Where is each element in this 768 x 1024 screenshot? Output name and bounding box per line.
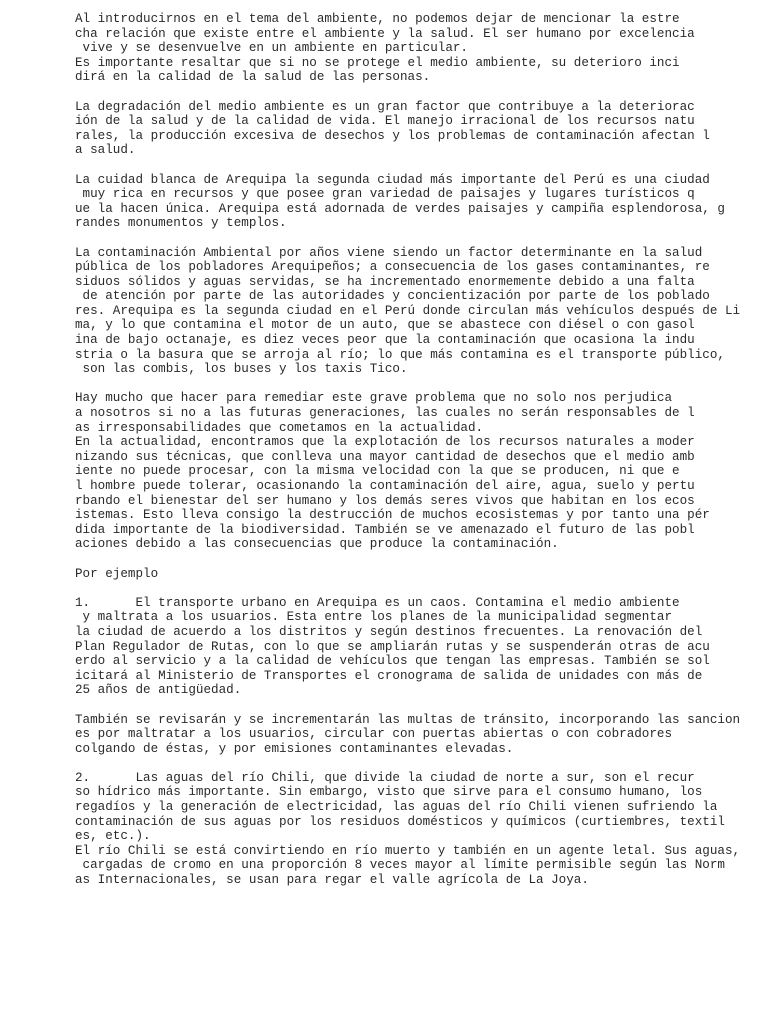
text-line: ma, y lo que contamina el motor de un auto, que se abastece con diésel o con gasol	[75, 318, 695, 333]
text-line: ina de bajo octanaje, es diez veces peor que la contaminación que ocasiona la indu	[75, 333, 695, 348]
text-line: a nosotros si no a las futuras generaciones, las cuales no serán responsables de l	[75, 406, 695, 421]
text-line: stria o la basura que se arroja al río; lo que más contamina es el transporte público,	[75, 347, 725, 362]
paragraph	[75, 771, 755, 844]
document-page	[75, 12, 755, 902]
text-line: res. Arequipa es la segunda ciudad en el Perú donde circulan más vehículos después de Li	[75, 303, 741, 318]
paragraph	[75, 56, 755, 85]
text-line: vive y se desenvuelve en un ambiente en particular.	[75, 41, 468, 56]
text-line: icitará al Ministerio de Transportes el cronograma de salida de unidades con más de	[75, 668, 703, 683]
text-line: Al introducirnos en el tema del ambiente, no podemos dejar de mencionar la estre	[75, 12, 680, 26]
text-line: pública de los pobladores Arequipeños; a consecuencia de los gases contaminantes, re	[75, 260, 710, 275]
text-line: siduos sólidos y aguas servidas, se ha incrementado enormemente debido a una falta	[75, 274, 695, 289]
text-line: l hombre puede tolerar, ocasionando la contaminación del aire, agua, suelo y pertu	[75, 479, 695, 493]
paragraph	[75, 100, 755, 158]
text-line: La degradación del medio ambiente es un gran factor que contribuye a la deteriorac	[75, 99, 695, 114]
text-line: son las combis, los buses y los taxis Tico.	[75, 362, 408, 377]
text-line: es por maltratar a los usuarios, circular con puertas abiertas o con cobradores	[75, 727, 673, 742]
text-line: randes monumentos y templos.	[75, 216, 287, 231]
text-line: Es importante resaltar que si no se protege el medio ambiente, su deterioro inci	[75, 55, 680, 70]
paragraph	[75, 435, 755, 552]
text-line: Plan Regulador de Rutas, con lo que se ampliarán rutas y se suspenderán otras de acu	[75, 639, 710, 654]
text-line: as irresponsabilidades que cometamos en la actualidad.	[75, 420, 484, 435]
text-line: nizando sus técnicas, que conlleva una mayor cantidad de desechos que el medio amb	[75, 449, 695, 464]
text-line: de atención por parte de las autoridades y concientización por parte de los poblado	[75, 289, 710, 304]
paragraph	[75, 567, 755, 582]
text-line: contaminación de sus aguas por los residuos domésticos y químicos (curtiembres, textil	[75, 814, 725, 829]
text-line: rales, la producción excesiva de desechos y los problemas de contaminación afectan l	[75, 128, 710, 143]
paragraph	[75, 844, 755, 888]
paragraph	[75, 596, 755, 698]
text-line: colgando de éstas, y por emisiones contaminantes elevadas.	[75, 741, 514, 756]
text-line: La contaminación Ambiental por años viene siendo un factor determinante en la salud	[75, 245, 703, 260]
text-line: El río Chili se está convirtiendo en río muerto y también en un agente letal. Sus aguas,	[75, 843, 741, 858]
text-line: rbando el bienestar del ser humano y los demás seres vivos que habitan en los ecos	[75, 493, 695, 508]
text-line: ue la hacen única. Arequipa está adornada de verdes paisajes y campiña esplendorosa, g	[75, 201, 725, 216]
text-line: la ciudad de acuerdo a los distritos y según destinos frecuentes. La renovación del	[75, 624, 703, 639]
text-line: as Internacionales, se usan para regar el valle agrícola de La Joya.	[75, 873, 589, 888]
text-line: regadíos y la generación de electricidad, las aguas del río Chili vienen sufriendo la	[75, 800, 718, 815]
text-line: es, etc.).	[75, 829, 151, 844]
text-line: 1. El transporte urbano en Arequipa es un caos. Contamina el medio ambiente	[75, 595, 680, 610]
text-line: istemas. Esto lleva consigo la destrucción de muchos ecosistemas y por tanto una pér	[75, 508, 710, 523]
text-line: cha relación que existe entre el ambiente y la salud. El ser humano por excelencia	[75, 26, 695, 41]
paragraph	[75, 246, 755, 377]
text-line: La cuidad blanca de Arequipa la segunda ciudad más importante del Perú es una ciudad	[75, 172, 710, 187]
text-line: so hídrico más importante. Sin embargo, visto que sirve para el consumo humano, los	[75, 785, 703, 800]
text-line: Hay mucho que hacer para remediar este grave problema que no solo nos perjudica	[75, 391, 673, 406]
text-line: ión de la salud y de la calidad de vida. El manejo irracional de los recursos natu	[75, 114, 695, 129]
text-line: También se revisarán y se incrementarán las multas de tránsito, incorporando las sancion	[75, 712, 741, 727]
text-line: cargadas de cromo en una proporción 8 veces mayor al límite permisible según las Norm	[75, 858, 725, 873]
paragraph	[75, 391, 755, 435]
text-line: iente no puede procesar, con la misma velocidad con la que se producen, ni que e	[75, 464, 680, 479]
text-line: Por ejemplo	[75, 566, 159, 581]
text-line: aciones debido a las consecuencias que produce la contaminación.	[75, 537, 559, 552]
text-line: a salud.	[75, 143, 136, 158]
text-line: dida importante de la biodiversidad. También se ve amenazado el futuro de las pobl	[75, 522, 695, 537]
paragraph	[75, 173, 755, 231]
text-line: y maltrata a los usuarios. Esta entre los planes de la municipalidad segmentar	[75, 610, 673, 625]
paragraph	[75, 713, 755, 757]
document-body	[75, 12, 755, 888]
text-line: 2. Las aguas del río Chili, que divide la ciudad de norte a sur, son el recur	[75, 770, 695, 785]
text-line: muy rica en recursos y que posee gran variedad de paisajes y lugares turísticos q	[75, 187, 695, 202]
text-line: En la actualidad, encontramos que la explotación de los recursos naturales a moder	[75, 435, 695, 450]
text-line: erdo al servicio y a la calidad de vehículos que tengan las empresas. También se sol	[75, 654, 710, 669]
text-line: dirá en la calidad de la salud de las personas.	[75, 70, 431, 85]
paragraph	[75, 12, 755, 56]
text-line: 25 años de antigüedad.	[75, 683, 242, 698]
